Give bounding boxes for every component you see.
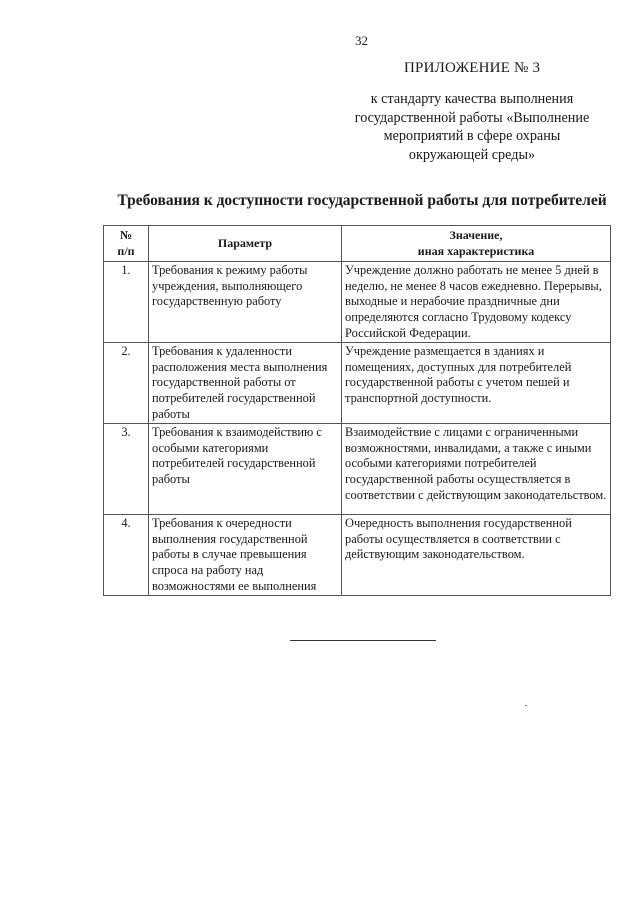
- requirements-table: [103, 225, 611, 596]
- closing-divider: [290, 640, 436, 641]
- header-value-line: Значение,: [449, 228, 503, 242]
- document-heading: Требования к доступности государственной работы для потребителей: [117, 192, 607, 209]
- header-parameter: Параметр: [149, 226, 342, 262]
- header-number-line: №: [119, 228, 133, 242]
- row-parameter: Требования к очередности выполнения государственной работы в случае превышения спроса на работу над возможностями ее выполнения: [149, 515, 342, 596]
- appendix-subtitle-line: мероприятий в сфере охраны: [383, 128, 561, 144]
- header-value-line: иная характеристика: [417, 243, 535, 258]
- row-parameter: Требования к режиму работы учреждения, выполняющего государственную работу: [149, 262, 342, 343]
- appendix-subtitle-line: окружающей среды»: [408, 146, 536, 163]
- appendix-subtitle-line: государственной работы «Выполнение: [354, 109, 590, 126]
- table-header-row: [104, 226, 611, 262]
- row-number: 1.: [104, 262, 149, 343]
- header-number-line: п/п: [117, 243, 135, 258]
- row-parameter: Требования к удаленности расположения места выполнения государственной работы от потребителей государственной работы: [149, 343, 342, 424]
- row-parameter: Требования к взаимодействию с особыми категориями потребителей государственной работы: [149, 424, 342, 515]
- row-value: Очередность выполнения государственной работы осуществляется в соответствии с действующим законодательством.: [342, 515, 611, 596]
- table-row: [104, 515, 611, 596]
- appendix-title: ПРИЛОЖЕНИЕ № 3: [404, 60, 541, 76]
- row-number: 2.: [104, 343, 149, 424]
- page-number: 32: [355, 33, 368, 48]
- appendix-subtitle-line: к стандарту качества выполнения: [370, 91, 574, 107]
- row-number: 3.: [104, 424, 149, 515]
- row-value: Взаимодействие с лицами с ограниченными возможностями, инвалидами, а также с иными особыми категориями потребителей государственной работы осуществляется в соответствии с действующим законодательством.: [342, 424, 611, 515]
- row-number: 4.: [104, 515, 149, 596]
- table-row: [104, 343, 611, 424]
- table-row: [104, 424, 611, 515]
- appendix-subtitle: [322, 90, 622, 164]
- header-value: [342, 226, 611, 262]
- scan-artifact: [525, 705, 527, 706]
- row-value: Учреждение размещается в зданиях и помещениях, доступных для потребителей государственной работы с учетом пешей и транспортной доступности.: [342, 343, 611, 424]
- header-number: [104, 226, 149, 262]
- row-value: Учреждение должно работать не менее 5 дней в неделю, не менее 8 часов ежедневно. Перерывы, выходные и нерабочие праздничные дни определяются согласно Трудовому кодексу Российской Федерации.: [342, 262, 611, 343]
- table-row: [104, 262, 611, 343]
